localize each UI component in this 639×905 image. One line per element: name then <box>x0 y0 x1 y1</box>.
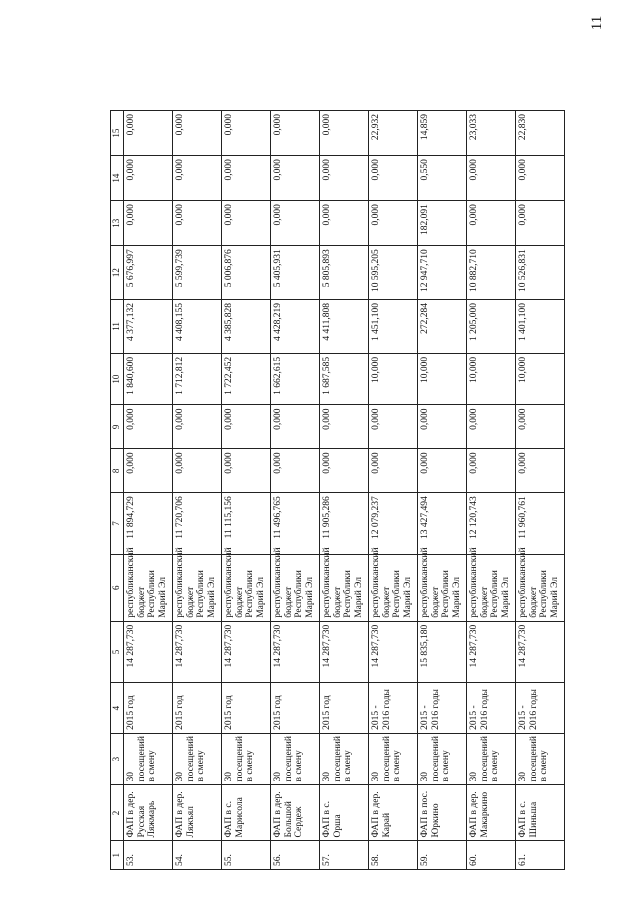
row-number: 53. <box>124 841 173 870</box>
total-cost: 14 287,730 <box>467 621 516 683</box>
total-cost: 14 287,730 <box>369 621 418 683</box>
cell-col15: 22,932 <box>369 111 418 156</box>
row-number: 58. <box>369 841 418 870</box>
cell-col12: 10 882,710 <box>467 246 516 300</box>
cell-col7: 11 720,706 <box>173 493 222 555</box>
column-number-header: 7 <box>111 493 124 555</box>
cell-col10: 1 722,452 <box>222 353 271 405</box>
cell-col7: 11 115,156 <box>222 493 271 555</box>
cell-col8: 0,000 <box>369 449 418 493</box>
cell-col9: 0,000 <box>516 405 565 449</box>
capacity: 30 посещений в смену <box>173 733 222 785</box>
total-cost: 14 287,730 <box>173 621 222 683</box>
cell-col13: 0,000 <box>467 201 516 246</box>
table-row <box>222 111 271 870</box>
row-number: 61. <box>516 841 565 870</box>
period: 2015 год <box>173 683 222 734</box>
capacity: 30 посещений в смену <box>369 733 418 785</box>
cell-col15: 0,000 <box>222 111 271 156</box>
cell-col7: 12 079,237 <box>369 493 418 555</box>
cell-col9: 0,000 <box>418 405 467 449</box>
total-cost: 14 287,730 <box>516 621 565 683</box>
funding-source: республиканский бюджет Республики Марий Эл <box>369 554 418 621</box>
cell-col7: 11 894,729 <box>124 493 173 555</box>
cell-col11: 4 411,808 <box>320 300 369 354</box>
facility-name: ФАП в дер. Ляжъял <box>173 785 222 841</box>
funding-source: республиканский бюджет Республики Марий Эл <box>124 554 173 621</box>
facility-name: ФАП в дер. Большой Сердеж <box>271 785 320 841</box>
cell-col14: 0,000 <box>271 156 320 201</box>
row-number: 54. <box>173 841 222 870</box>
row-number: 60. <box>467 841 516 870</box>
capacity: 30 посещений в смену <box>418 733 467 785</box>
cell-col13: 0,000 <box>271 201 320 246</box>
capacity: 30 посещений в смену <box>320 733 369 785</box>
cell-col9: 0,000 <box>173 405 222 449</box>
cell-col10: 1 662,615 <box>271 353 320 405</box>
column-number-header: 15 <box>111 111 124 156</box>
cell-col10: 10,000 <box>516 353 565 405</box>
column-number-header: 13 <box>111 201 124 246</box>
cell-col13: 0,000 <box>173 201 222 246</box>
cell-col14: 0,550 <box>418 156 467 201</box>
column-number-header: 9 <box>111 405 124 449</box>
period: 2015 год <box>124 683 173 734</box>
cell-col9: 0,000 <box>467 405 516 449</box>
row-number: 56. <box>271 841 320 870</box>
cell-col7: 11 960,761 <box>516 493 565 555</box>
row-number: 59. <box>418 841 467 870</box>
cell-col7: 13 427,494 <box>418 493 467 555</box>
cell-col12: 10 595,205 <box>369 246 418 300</box>
cell-col8: 0,000 <box>271 449 320 493</box>
total-cost: 14 287,730 <box>271 621 320 683</box>
cell-col8: 0,000 <box>320 449 369 493</box>
cell-col11: 4 377,132 <box>124 300 173 354</box>
column-number-header: 5 <box>111 621 124 683</box>
facility-name: ФАП в с. Шиньша <box>516 785 565 841</box>
capacity: 30 посещений в смену <box>467 733 516 785</box>
cell-col13: 0,000 <box>124 201 173 246</box>
period: 2015 год <box>222 683 271 734</box>
cell-col8: 0,000 <box>418 449 467 493</box>
budget-table <box>110 110 565 870</box>
funding-source: республиканский бюджет Республики Марий Эл <box>222 554 271 621</box>
table-row <box>516 111 565 870</box>
column-number-header: 4 <box>111 683 124 734</box>
table-row <box>418 111 467 870</box>
table-row <box>124 111 173 870</box>
funding-source: республиканский бюджет Республики Марий Эл <box>418 554 467 621</box>
cell-col13: 0,000 <box>369 201 418 246</box>
capacity: 30 посещений в смену <box>124 733 173 785</box>
table-row <box>173 111 222 870</box>
period: 2015 - 2016 годы <box>418 683 467 734</box>
cell-col9: 0,000 <box>320 405 369 449</box>
cell-col10: 1 687,585 <box>320 353 369 405</box>
cell-col9: 0,000 <box>124 405 173 449</box>
cell-col11: 1 205,000 <box>467 300 516 354</box>
period: 2015 - 2016 годы <box>369 683 418 734</box>
cell-col10: 10,000 <box>369 353 418 405</box>
funding-source: республиканский бюджет Республики Марий Эл <box>516 554 565 621</box>
cell-col13: 0,000 <box>516 201 565 246</box>
cell-col15: 0,000 <box>320 111 369 156</box>
cell-col14: 0,000 <box>222 156 271 201</box>
cell-col12: 10 526,831 <box>516 246 565 300</box>
cell-col8: 0,000 <box>124 449 173 493</box>
cell-col12: 5 676,997 <box>124 246 173 300</box>
cell-col11: 1 451,100 <box>369 300 418 354</box>
page-number: 11 <box>589 15 605 31</box>
cell-col11: 4 408,155 <box>173 300 222 354</box>
cell-col15: 23,033 <box>467 111 516 156</box>
cell-col11: 4 428,219 <box>271 300 320 354</box>
facility-name: ФАП в дер. Макаркино <box>467 785 516 841</box>
capacity: 30 посещений в смену <box>516 733 565 785</box>
cell-col9: 0,000 <box>222 405 271 449</box>
cell-col11: 4 385,828 <box>222 300 271 354</box>
table-row <box>320 111 369 870</box>
column-number-header: 8 <box>111 449 124 493</box>
cell-col11: 272,284 <box>418 300 467 354</box>
cell-col15: 0,000 <box>173 111 222 156</box>
period: 2015 год <box>271 683 320 734</box>
cell-col12: 5 599,739 <box>173 246 222 300</box>
cell-col14: 0,000 <box>467 156 516 201</box>
cell-col14: 0,000 <box>516 156 565 201</box>
table-row <box>271 111 320 870</box>
period: 2015 - 2016 годы <box>467 683 516 734</box>
total-cost: 14 287,730 <box>124 621 173 683</box>
column-number-header: 6 <box>111 554 124 621</box>
total-cost: 14 287,730 <box>222 621 271 683</box>
cell-col8: 0,000 <box>222 449 271 493</box>
total-cost: 15 835,180 <box>418 621 467 683</box>
column-number-header: 11 <box>111 300 124 354</box>
cell-col13: 0,000 <box>222 201 271 246</box>
cell-col14: 0,000 <box>173 156 222 201</box>
cell-col8: 0,000 <box>467 449 516 493</box>
cell-col12: 5 805,893 <box>320 246 369 300</box>
cell-col13: 182,091 <box>418 201 467 246</box>
facility-name: ФАП в с. Марисола <box>222 785 271 841</box>
column-number-row <box>111 111 124 870</box>
cell-col7: 11 905,286 <box>320 493 369 555</box>
cell-col9: 0,000 <box>369 405 418 449</box>
cell-col9: 0,000 <box>271 405 320 449</box>
rotated-table-container <box>110 110 630 870</box>
facility-name: ФАП в пос. Юркино <box>418 785 467 841</box>
cell-col14: 0,000 <box>124 156 173 201</box>
cell-col10: 1 840,600 <box>124 353 173 405</box>
column-number-header: 2 <box>111 785 124 841</box>
cell-col8: 0,000 <box>516 449 565 493</box>
row-number: 55. <box>222 841 271 870</box>
cell-col7: 11 496,765 <box>271 493 320 555</box>
cell-col10: 10,000 <box>467 353 516 405</box>
row-number: 57. <box>320 841 369 870</box>
cell-col10: 1 712,812 <box>173 353 222 405</box>
cell-col12: 12 947,710 <box>418 246 467 300</box>
period: 2015 - 2016 годы <box>516 683 565 734</box>
cell-col15: 22,830 <box>516 111 565 156</box>
facility-name: ФАП в дер. Карай <box>369 785 418 841</box>
cell-col14: 0,000 <box>320 156 369 201</box>
cell-col13: 0,000 <box>320 201 369 246</box>
cell-col12: 5 006,876 <box>222 246 271 300</box>
column-number-header: 3 <box>111 733 124 785</box>
cell-col7: 12 120,743 <box>467 493 516 555</box>
cell-col11: 1 401,100 <box>516 300 565 354</box>
cell-col15: 0,000 <box>271 111 320 156</box>
total-cost: 14 287,730 <box>320 621 369 683</box>
cell-col15: 14,859 <box>418 111 467 156</box>
cell-col10: 10,000 <box>418 353 467 405</box>
funding-source: республиканский бюджет Республики Марий Эл <box>271 554 320 621</box>
facility-name: ФАП в с. Орша <box>320 785 369 841</box>
funding-source: республиканский бюджет Республики Марий Эл <box>173 554 222 621</box>
capacity: 30 посещений в смену <box>222 733 271 785</box>
column-number-header: 14 <box>111 156 124 201</box>
cell-col12: 5 405,931 <box>271 246 320 300</box>
table-row <box>467 111 516 870</box>
funding-source: республиканский бюджет Республики Марий Эл <box>467 554 516 621</box>
column-number-header: 10 <box>111 353 124 405</box>
funding-source: республиканский бюджет Республики Марий Эл <box>320 554 369 621</box>
facility-name: ФАП в дер. Русская Ляжмарь <box>124 785 173 841</box>
period: 2015 год <box>320 683 369 734</box>
cell-col14: 0,000 <box>369 156 418 201</box>
column-number-header: 1 <box>111 841 124 870</box>
table-body <box>124 111 565 870</box>
cell-col8: 0,000 <box>173 449 222 493</box>
column-number-header: 12 <box>111 246 124 300</box>
capacity: 30 посещений в смену <box>271 733 320 785</box>
cell-col15: 0,000 <box>124 111 173 156</box>
table-row <box>369 111 418 870</box>
